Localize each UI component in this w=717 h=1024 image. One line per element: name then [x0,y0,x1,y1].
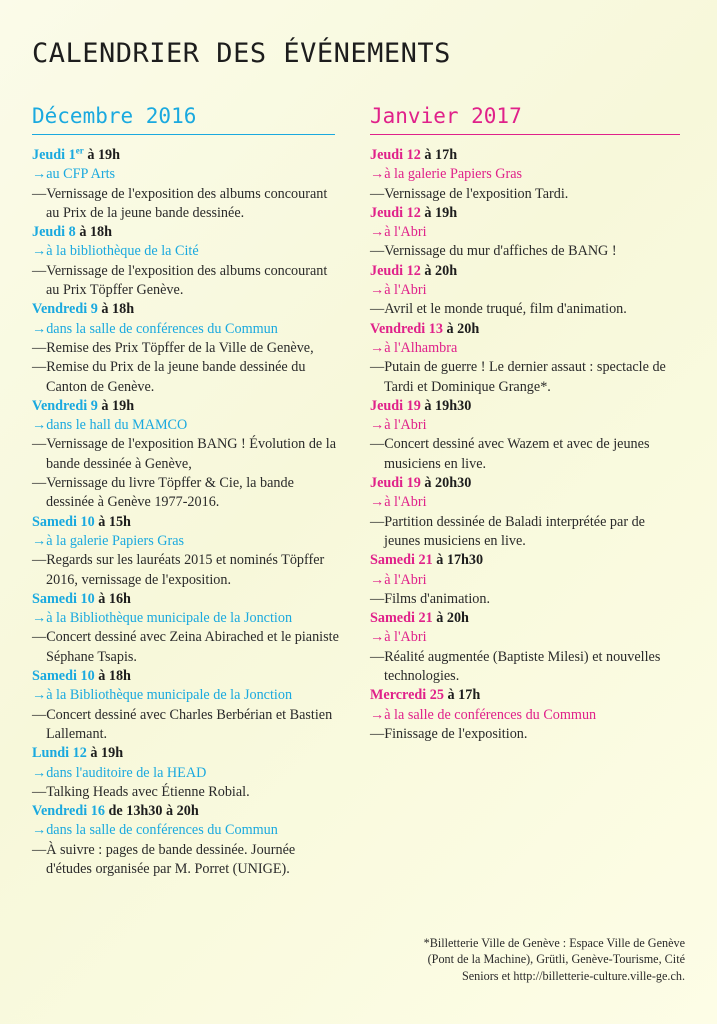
event-description [32,474,342,513]
event-day: Jeudi 19 [370,397,421,414]
dash-icon: — [370,243,385,260]
dash-icon: — [32,841,47,858]
arrow-icon: → [370,706,385,723]
arrow-icon: → [32,532,47,549]
event-time: à 19h30 [424,397,472,414]
dash-icon: — [370,513,385,530]
event-item [32,667,342,744]
event-day: Samedi 10 [32,590,95,607]
event-item [32,146,342,223]
event-venue-name: à la Bibliothèque municipale de la Jonction [46,610,293,627]
event-day: Samedi 21 [370,552,433,569]
event-venue-name: à l'Alhambra [384,339,458,356]
event-venue [32,242,342,261]
event-item [370,609,680,686]
event-item [370,146,680,204]
event-description [370,358,680,397]
event-description [32,185,342,224]
dash-icon: — [370,436,385,453]
event-time: à 20h [446,320,480,337]
event-day: Vendredi 13 [370,320,443,337]
arrow-icon: → [370,166,385,183]
event-venue-name: dans la salle de conférences du Commun [46,320,278,337]
event-description-text: Putain de guerre ! Le dernier assaut : spectacle de Tardi et Dominique Grange*. [384,359,666,395]
dash-icon: — [370,648,385,665]
event-time: à 20h [436,610,469,627]
event-description [32,706,342,745]
arrow-icon: → [370,339,385,356]
event-date [370,146,680,165]
event-venue [32,320,342,339]
event-item [32,223,342,300]
event-date [370,686,680,705]
event-date [370,609,680,628]
event-date [32,146,342,165]
event-description-text: Films d'animation. [384,590,490,607]
event-time: à 20h30 [424,475,472,492]
dash-icon: — [32,262,47,279]
dash-icon: — [32,629,47,646]
event-description-text: Réalité augmentée (Baptiste Milesi) et nouvelles technologies. [384,648,661,685]
dash-icon: — [32,185,47,202]
event-day: Vendredi 16 [32,803,105,820]
event-description-text: Concert dessiné avec Wazem et avec de jeunes musiciens en live. [384,436,650,472]
event-day: Jeudi 12 [370,204,421,221]
event-date [32,300,342,319]
month-heading-january: Janvier 2017 [370,104,680,135]
event-venue [370,223,680,242]
event-description-text: Regards sur les lauréats 2015 et nominés Töpffer 2016, vernissage de l'exposition. [46,552,325,588]
event-item [32,744,342,802]
event-description [370,242,680,261]
event-venue [370,416,680,435]
event-venue [370,571,680,590]
event-venue [32,416,342,435]
event-item [370,397,680,474]
january-events [370,146,680,744]
event-time: à 18h [79,224,113,241]
event-description [32,551,342,590]
event-day: Jeudi 12 [370,262,421,279]
event-time: à 17h [447,687,481,704]
event-venue [370,165,680,184]
event-day: Mercredi 25 [370,687,444,704]
event-date [370,204,680,223]
event-description-text: Vernissage de l'exposition des albums concourant au Prix Töpffer Genève. [46,262,328,299]
event-venue-name: au CFP Arts [46,166,116,183]
ticketing-footnote: *Billetterie Ville de Genève : Espace Ville de Genève (Pont de la Machine), Grütli, Genève-Tourisme, Cité Seniors et http://billetterie-culture.ville-ge.ch. [423,936,685,983]
event-description-text: Finissage de l'exposition. [384,725,528,742]
event-venue [32,764,342,783]
event-venue-name: dans l'auditoire de la HEAD [46,764,207,781]
event-date [32,667,342,686]
event-description [32,628,342,667]
event-day: Jeudi 8 [32,224,76,241]
event-day: Jeudi 12 [370,147,421,163]
event-date [32,744,342,763]
event-day: Vendredi 9 [32,301,98,318]
dash-icon: — [32,359,47,376]
event-description [32,841,342,880]
event-venue-name: dans le hall du MAMCO [46,417,188,434]
event-venue-name: à la salle de conférences du Commun [384,706,597,723]
event-description-text: Talking Heads avec Étienne Robial. [46,783,250,800]
event-venue-name: à la galerie Papiers Gras [46,532,185,549]
event-venue-name: à la galerie Papiers Gras [384,166,523,183]
event-venue [32,165,342,184]
event-description [370,648,680,687]
event-description-text: Vernissage de l'exposition des albums concourant au Prix de la jeune bande dessinée. [46,185,328,221]
dash-icon: — [32,706,47,723]
event-description [370,513,680,552]
dash-icon: — [32,436,47,453]
dash-icon: — [370,590,385,607]
event-description [370,590,680,609]
arrow-icon: → [32,687,47,704]
event-date [370,474,680,493]
event-time: à 18h [101,301,135,318]
event-venue-name: à l'Abri [384,629,427,646]
event-item [32,300,342,396]
event-description [32,358,342,397]
event-time: à 17h [424,147,458,163]
event-item [370,474,680,551]
event-description [370,185,680,204]
event-description-text: Avril et le monde truqué, film d'animation. [384,301,627,318]
event-item [370,551,680,609]
event-date [32,590,342,609]
event-date [32,223,342,242]
event-description-text: À suivre : pages de bande dessinée. Journée d'études organisée par M. Porret (UNIGE). [46,841,296,877]
event-time: à 19h [90,745,124,762]
event-item [32,397,342,513]
event-description [370,435,680,474]
event-description-text: Concert dessiné avec Zeina Abirached et le pianiste Séphane Tsapis. [46,629,339,665]
dash-icon: — [370,185,385,202]
event-day-suffix: er [75,145,84,156]
event-time: à 17h30 [436,552,484,569]
event-venue-name: à la bibliothèque de la Cité [46,243,199,260]
arrow-icon: → [370,571,385,588]
december-events [32,146,342,879]
event-day: Lundi 12 [32,745,87,762]
event-venue [370,493,680,512]
event-description [32,783,342,802]
event-item [32,513,342,590]
arrow-icon: → [32,243,47,260]
dash-icon: — [370,725,385,742]
event-description-text: Vernissage de l'exposition Tardi. [384,185,569,202]
event-item [370,686,680,744]
arrow-icon: → [370,494,385,511]
arrow-icon: → [32,320,47,337]
event-time: à 19h [424,204,458,221]
event-venue [370,281,680,300]
event-venue [370,706,680,725]
event-time: de 13h30 à 20h [108,803,199,820]
event-date [370,262,680,281]
event-description [32,262,342,301]
arrow-icon: → [32,166,47,183]
arrow-icon: → [32,764,47,781]
event-item [370,262,680,320]
event-venue [32,532,342,551]
event-description-text: Vernissage de l'exposition BANG ! Évolution de la bande dessinée à Genève, [46,436,336,472]
event-venue [370,339,680,358]
event-item [370,204,680,262]
event-venue-name: à l'Abri [384,282,427,299]
event-venue-name: à l'Abri [384,224,427,241]
event-day: Vendredi 9 [32,397,98,414]
event-description-text: Partition dessinée de Baladi interprétée par de jeunes musiciens en live. [384,513,645,549]
event-time: à 19h [101,397,135,414]
event-item [32,590,342,667]
dash-icon: — [32,783,47,800]
january-column [370,104,680,744]
dash-icon: — [32,552,47,569]
event-venue-name: à l'Abri [384,417,427,434]
event-venue [370,628,680,647]
event-date [370,397,680,416]
event-description [370,725,680,744]
event-venue [32,609,342,628]
event-date [370,320,680,339]
event-day: Jeudi 19 [370,475,421,492]
event-time: à 19h [87,147,121,163]
event-day: Jeudi 1 [32,147,76,163]
december-column [32,104,342,879]
dash-icon: — [32,339,47,356]
event-description-text: Remise des Prix Töpffer de la Ville de Genève, [46,339,314,356]
dash-icon: — [370,301,385,318]
arrow-icon: → [370,282,385,299]
event-venue [32,821,342,840]
event-description-text: Vernissage du livre Töpffer & Cie, la bande dessinée à Genève 1977-2016. [46,475,294,511]
event-time: à 15h [98,513,131,530]
event-item [370,320,680,397]
dash-icon: — [32,475,47,492]
event-description-text: Remise du Prix de la jeune bande dessinée du Canton de Genève. [46,359,306,395]
event-time: à 20h [424,262,458,279]
event-time: à 16h [98,590,131,607]
event-venue-name: à l'Abri [384,494,427,511]
arrow-icon: → [32,822,47,839]
event-day: Samedi 21 [370,610,433,627]
event-description-text: Vernissage du mur d'affiches de BANG ! [384,243,617,260]
event-time: à 18h [98,668,131,685]
event-date [370,551,680,570]
event-day: Samedi 10 [32,513,95,530]
arrow-icon: → [32,417,47,434]
event-description [370,300,680,319]
event-day: Samedi 10 [32,668,95,685]
page-title: CALENDRIER DES ÉVÉNEMENTS [32,38,451,69]
event-description [32,339,342,358]
arrow-icon: → [370,417,385,434]
arrow-icon: → [370,224,385,241]
event-item [32,802,342,879]
event-description [32,435,342,474]
event-venue-name: dans la salle de conférences du Commun [46,822,278,839]
arrow-icon: → [32,610,47,627]
event-venue [32,686,342,705]
arrow-icon: → [370,629,385,646]
dash-icon: — [370,359,385,376]
event-venue-name: à l'Abri [384,571,427,588]
event-venue-name: à la Bibliothèque municipale de la Jonction [46,687,293,704]
event-description-text: Concert dessiné avec Charles Berbérian et Bastien Lallemant. [46,706,333,742]
event-date [32,397,342,416]
event-date [32,802,342,821]
month-heading-december: Décembre 2016 [32,104,335,135]
event-date [32,513,342,532]
